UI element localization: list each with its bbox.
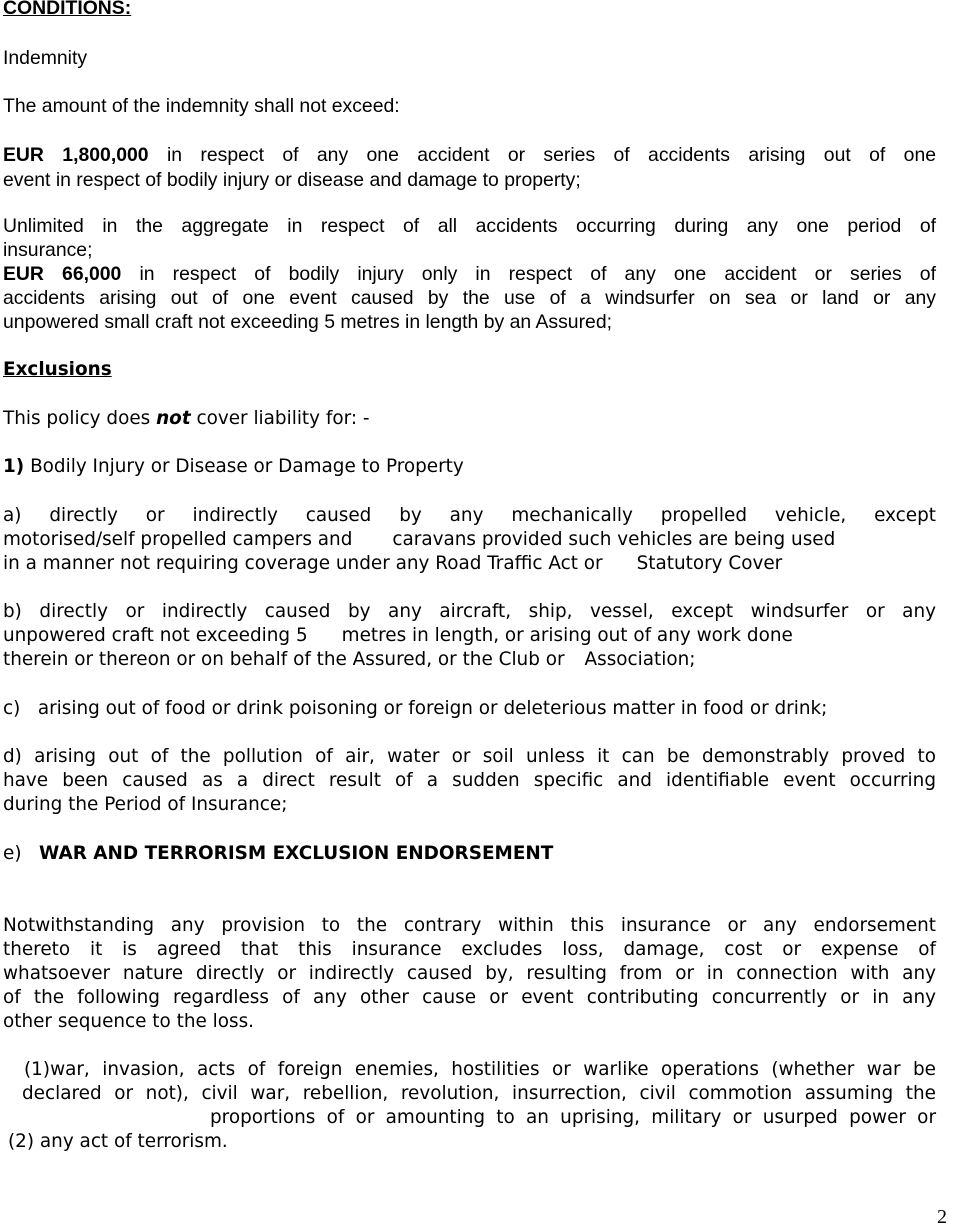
exclusions-intro-emphasis: not xyxy=(156,408,191,429)
item-b-line3-part2: Association; xyxy=(584,649,696,670)
item-b-line3 xyxy=(3,648,695,672)
item-b-line1-text: directly or indirectly caused by any aircraft, ship, vessel, except windsurfer or any xyxy=(39,601,936,622)
item-b-line1 xyxy=(3,600,936,624)
eur1-line2: event in respect of bodily injury or disease and damage to property; xyxy=(3,169,581,191)
exclusions-intro-before: This policy does xyxy=(3,408,157,429)
page-number: 2 xyxy=(937,1206,947,1228)
item-d-line1-text: arising out of the pollution of air, water or soil unless it can be demonstrably proved to xyxy=(34,746,936,767)
item-a-line2-part2: caravans provided such vehicles are being used xyxy=(392,529,836,550)
section-1-number: 1) xyxy=(3,456,25,477)
indemnity-intro: The amount of the indemnity shall not exceed: xyxy=(3,95,400,117)
war-item1-line1-text: war, invasion, acts of foreign enemies, hostilities or warlike operations (whether war be xyxy=(50,1059,936,1080)
indemnity-heading: Indemnity xyxy=(3,47,88,69)
war-para-line3: whatsoever nature directly or indirectly caused by, resulting from or in connection with any xyxy=(3,963,936,984)
war-item1-label: (1) xyxy=(24,1059,51,1080)
war-para-line2: thereto it is agreed that this insurance excludes loss, damage, cost or expense of xyxy=(3,939,936,960)
section-1-title: Bodily Injury or Disease or Damage to Property xyxy=(30,456,464,477)
war-item1-line3: proportions of or amounting to an uprising, military or usurped power or xyxy=(210,1107,936,1128)
item-a-line3-part2: Statutory Cover xyxy=(636,553,783,574)
section-1-heading xyxy=(3,455,464,479)
eur2-amount: EUR 66,000 xyxy=(3,263,122,285)
unlimited-line2: insurance; xyxy=(3,239,93,261)
war-item1-line1 xyxy=(24,1058,936,1082)
item-c xyxy=(3,697,827,721)
item-b-line3-part1: therein or thereon or on behalf of the Assured, or the Club or xyxy=(3,649,565,670)
eur1-line1-rest: in respect of any one accident or series of accidents arising out of one xyxy=(166,144,937,166)
eur1-amount: EUR 1,800,000 xyxy=(3,144,149,166)
eur2-line1 xyxy=(3,262,936,286)
war-para-line4: of the following regardless of any other cause or event contributing concurrently or in any xyxy=(3,987,936,1008)
exclusions-heading: Exclusions xyxy=(3,359,112,380)
item-c-text: arising out of food or drink poisoning or foreign or deleterious matter in food or drink; xyxy=(37,698,828,719)
item-a-line1-text: directly or indirectly caused by any mechanically propelled vehicle, except xyxy=(49,505,936,526)
item-d-line2: have been caused as a direct result of a sudden specific and identifiable event occurring xyxy=(3,770,936,791)
war-para-line1: Notwithstanding any provision to the contrary within this insurance or any endorsement xyxy=(3,915,936,936)
item-b-label: b) xyxy=(3,601,22,622)
item-e-label: e) xyxy=(3,843,22,864)
eur1-line1 xyxy=(3,143,936,167)
item-b-line2 xyxy=(3,624,793,648)
item-d-label: d) xyxy=(3,746,22,767)
item-e xyxy=(3,842,553,866)
item-a-line1 xyxy=(3,504,936,528)
item-a-line3-part1: in a manner not requiring coverage under any Road Traffic Act or xyxy=(3,553,603,574)
item-e-title: WAR AND TERRORISM EXCLUSION ENDORSEMENT xyxy=(39,843,554,864)
war-para-line5: other sequence to the loss. xyxy=(3,1011,255,1032)
item-c-label: c) xyxy=(3,698,21,719)
item-a-label: a) xyxy=(3,505,22,526)
war-item2: (2) any act of terrorism. xyxy=(8,1131,228,1152)
eur2-line2: accidents arising out of one event caused by the use of a windsurfer on sea or land or any xyxy=(3,287,936,309)
war-item1-line2: declared or not), civil war, rebellion, revolution, insurrection, civil commotion assuming the xyxy=(22,1083,936,1104)
eur2-line3: unpowered small craft not exceeding 5 metres in length by an Assured; xyxy=(3,311,612,333)
exclusions-intro xyxy=(3,407,370,431)
exclusions-intro-after: cover liability for: - xyxy=(190,408,370,429)
item-a-line3 xyxy=(3,552,782,576)
item-a-line2-part1: motorised/self propelled campers and xyxy=(3,529,353,550)
unlimited-line1: Unlimited in the aggregate in respect of all accidents occurring during any one period of xyxy=(3,215,936,237)
item-d-line1 xyxy=(3,745,936,769)
item-a-line2 xyxy=(3,528,835,552)
eur2-line1-rest: in respect of bodily injury only in respect of any one accident or series of xyxy=(139,263,936,285)
item-b-line2-part2: metres in length, or arising out of any work done xyxy=(341,625,793,646)
item-d-line3: during the Period of Insurance; xyxy=(3,794,288,815)
conditions-heading: CONDITIONS: xyxy=(3,0,132,19)
item-b-line2-part1: unpowered craft not exceeding 5 xyxy=(3,625,308,646)
